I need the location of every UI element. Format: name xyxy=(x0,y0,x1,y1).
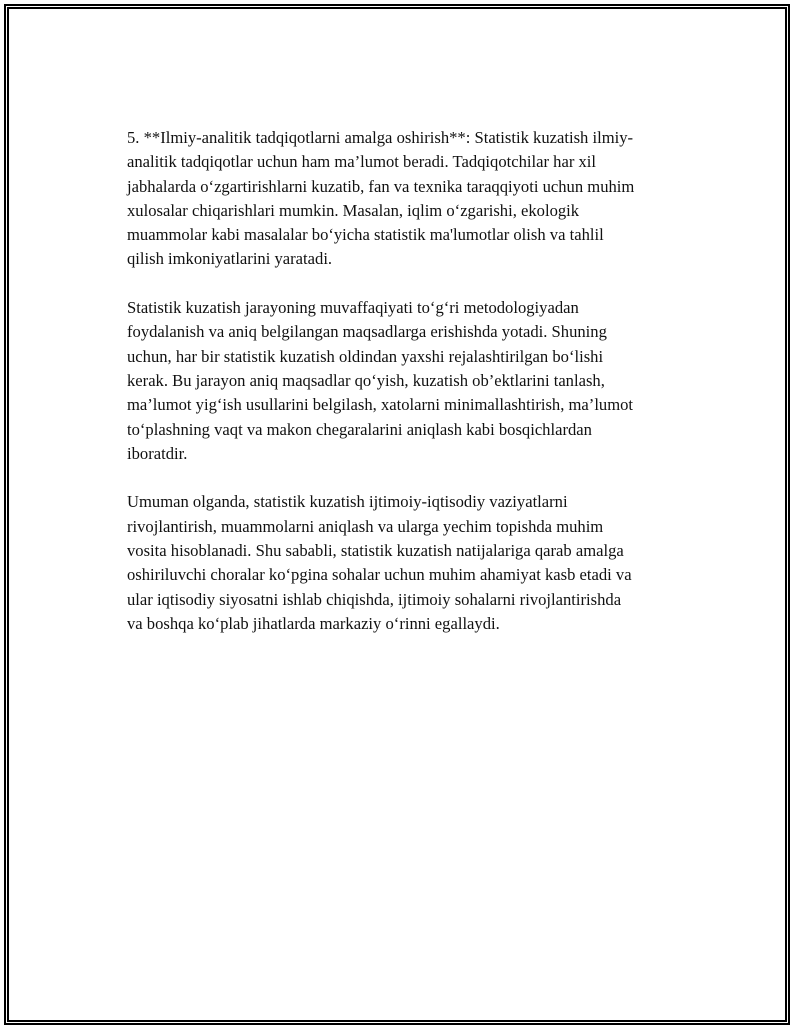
document-body xyxy=(127,126,697,661)
paragraph-methodology: Statistik kuzatish jarayoning muvaffaqiyati to‘g‘ri metodologiyadan foydalanish va aniq belgilangan maqsadlarga erishishda yotadi. Shuning uchun, har bir statistik kuzatish oldindan yaxshi rejalashtirilgan bo‘lishi kerak. Bu jarayon aniq maqsadlar qo‘yish, kuzatish ob’ektlarini tanlash, ma’lumot yig‘ish usullarini belgilash, xatolarni minimallashtirish, ma’lumot to‘plashning vaqt va makon chegaralarini aniqlash kabi bosqichlardan iboratdir. xyxy=(127,298,634,463)
page-border xyxy=(4,4,790,1025)
paragraph-research: 5. **Ilmiy-analitik tadqiqotlarni amalga oshirish**: Statistik kuzatish ilmiy- analitik tadqiqotlar uchun ham ma’lumot beradi. Tadqiqotchilar har xil jabhalarda o‘zgartirishlarni kuzatib, fan va texnika taraqqiyoti uchun muhim xulosalar chiqarishlari mumkin. Masalan, iqlim o‘zgarishi, ekologik muammolar kabi masalalar bo‘yicha statistik ma'lumotlar olish va tahlil qilish imkoniyatlarini yaratadi. xyxy=(127,128,635,269)
paragraph-conclusion: Umuman olganda, statistik kuzatish ijtimoiy-iqtisodiy vaziyatlarni rivojlantirish, muammolarni aniqlash va ularga yechim topishda muhim vosita hisoblanadi. Shu sababli, statistik kuzatish natijalariga qarab amalga oshiriluvchi choralar ko‘pgina sohalar uchun muhim ahamiyat kasb etadi va ular iqtisodiy siyosatni ishlab chiqishda, ijtimoiy sohalarni rivojlantirishda va boshqa ko‘plab jihatlarda markaziy o‘rinni egallaydi. xyxy=(127,492,632,633)
